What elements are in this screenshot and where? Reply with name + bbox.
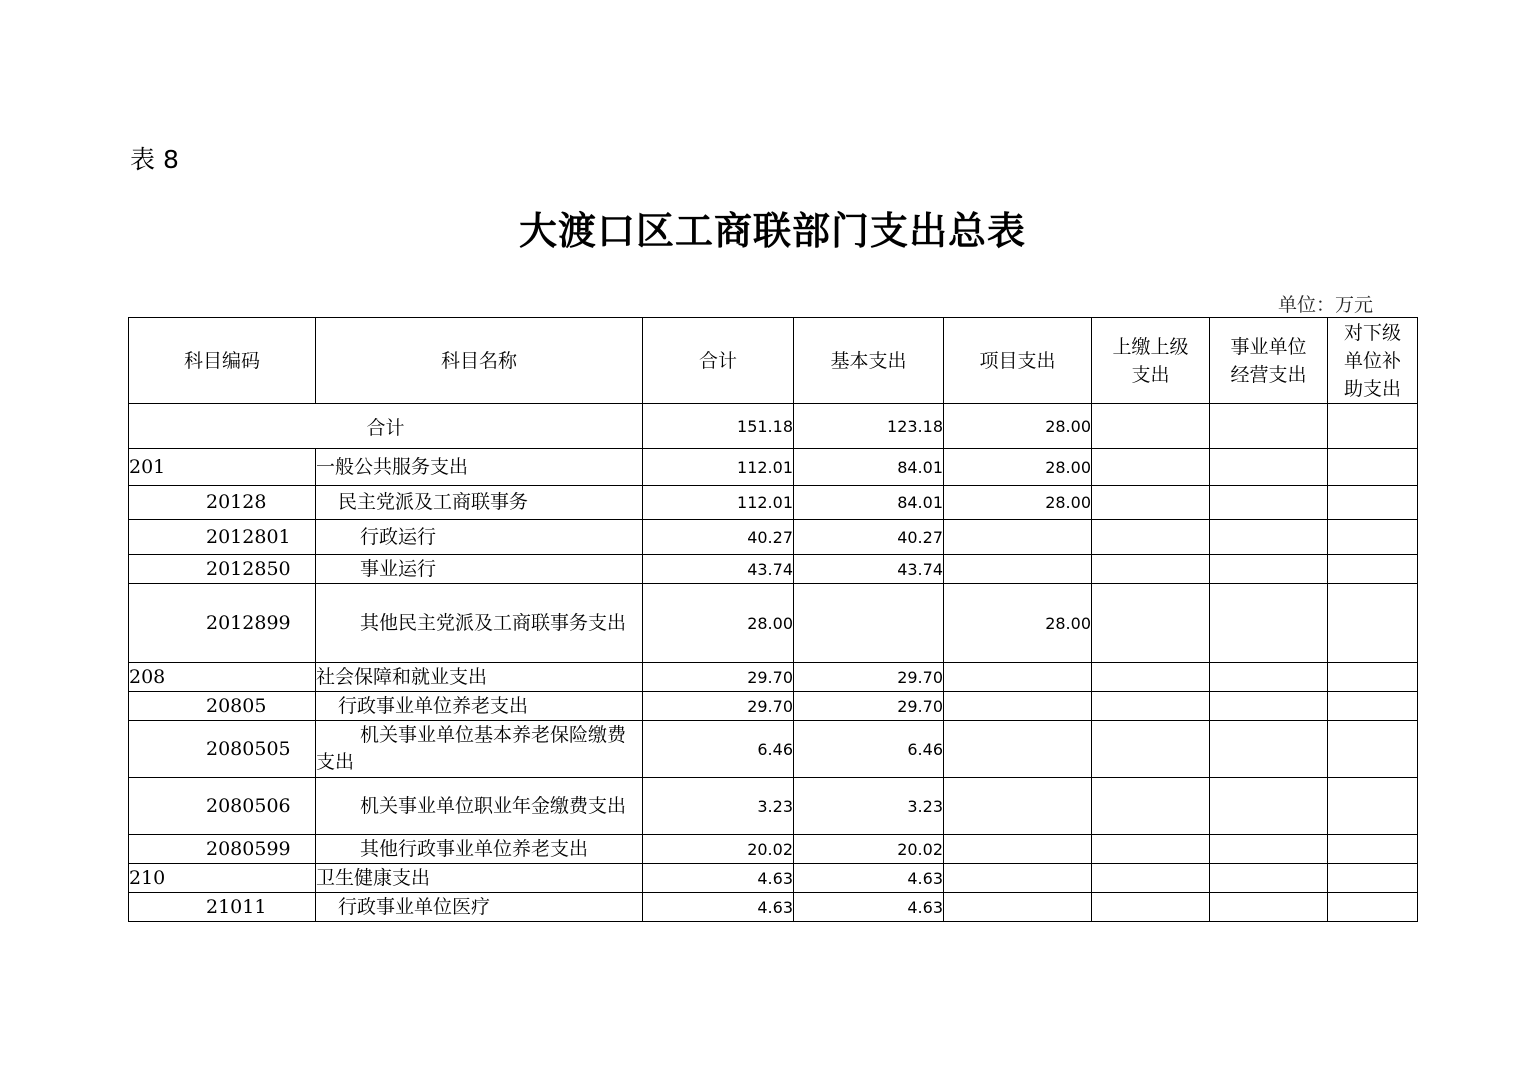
row-total: 29.70	[643, 692, 794, 721]
row-project	[944, 778, 1092, 835]
row-basic: 4.63	[794, 893, 944, 922]
table-row	[129, 584, 1418, 663]
row-name: 行政事业单位医疗	[316, 893, 643, 922]
row-project	[944, 893, 1092, 922]
row-code: 210	[129, 864, 316, 893]
row-name: 社会保障和就业支出	[316, 663, 643, 692]
row-upper	[1092, 520, 1210, 555]
row-upper	[1092, 778, 1210, 835]
row-business	[1210, 864, 1328, 893]
row-total: 20.02	[643, 835, 794, 864]
row-subsidy	[1328, 520, 1418, 555]
row-business	[1210, 721, 1328, 778]
row-name: 机关事业单位职业年金缴费支出	[316, 778, 643, 835]
table-row	[129, 864, 1418, 893]
row-basic: 84.01	[794, 486, 944, 520]
total-project: 28.00	[944, 404, 1092, 449]
row-code: 2080599	[129, 835, 316, 864]
row-total: 4.63	[643, 893, 794, 922]
row-project	[944, 721, 1092, 778]
row-project	[944, 663, 1092, 692]
row-name: 其他行政事业单位养老支出	[316, 835, 643, 864]
row-basic: 84.01	[794, 449, 944, 486]
row-subsidy	[1328, 778, 1418, 835]
header-row	[129, 318, 1418, 404]
total-basic: 123.18	[794, 404, 944, 449]
header-code: 科目编码	[129, 318, 316, 404]
row-code: 21011	[129, 893, 316, 922]
row-total: 6.46	[643, 721, 794, 778]
row-upper	[1092, 663, 1210, 692]
table-row	[129, 721, 1418, 778]
row-business	[1210, 520, 1328, 555]
row-total: 43.74	[643, 555, 794, 584]
unit-label: 单位：万元	[1278, 294, 1374, 316]
row-basic: 20.02	[794, 835, 944, 864]
row-project	[944, 555, 1092, 584]
table-row	[129, 486, 1418, 520]
row-subsidy	[1328, 555, 1418, 584]
table-row	[129, 449, 1418, 486]
row-total: 28.00	[643, 584, 794, 663]
row-business	[1210, 584, 1328, 663]
row-business	[1210, 486, 1328, 520]
row-project	[944, 520, 1092, 555]
row-name: 事业运行	[316, 555, 643, 584]
row-business	[1210, 449, 1328, 486]
row-business	[1210, 555, 1328, 584]
row-code: 20805	[129, 692, 316, 721]
expenditure-table	[128, 317, 1418, 922]
row-total: 4.63	[643, 864, 794, 893]
total-row	[129, 404, 1418, 449]
row-business	[1210, 663, 1328, 692]
row-upper	[1092, 555, 1210, 584]
row-subsidy	[1328, 449, 1418, 486]
table-row	[129, 835, 1418, 864]
header-basic: 基本支出	[794, 318, 944, 404]
header-project: 项目支出	[944, 318, 1092, 404]
total-amount: 151.18	[643, 404, 794, 449]
row-code: 2080505	[129, 721, 316, 778]
table-row	[129, 520, 1418, 555]
table-number-label: 表 8	[130, 145, 179, 174]
row-upper	[1092, 835, 1210, 864]
row-basic: 3.23	[794, 778, 944, 835]
row-basic: 29.70	[794, 692, 944, 721]
header-subsidy: 对下级单位补助支出	[1328, 318, 1418, 404]
row-code: 2012850	[129, 555, 316, 584]
row-name: 机关事业单位基本养老保险缴费支出	[316, 721, 643, 778]
row-subsidy	[1328, 663, 1418, 692]
row-name: 一般公共服务支出	[316, 449, 643, 486]
row-subsidy	[1328, 486, 1418, 520]
row-basic	[794, 584, 944, 663]
table-row	[129, 893, 1418, 922]
row-upper	[1092, 692, 1210, 721]
row-upper	[1092, 864, 1210, 893]
header-upper: 上缴上级支出	[1092, 318, 1210, 404]
row-name: 行政事业单位养老支出	[316, 692, 643, 721]
row-project	[944, 692, 1092, 721]
row-upper	[1092, 449, 1210, 486]
row-subsidy	[1328, 721, 1418, 778]
row-name: 行政运行	[316, 520, 643, 555]
row-subsidy	[1328, 864, 1418, 893]
row-code: 2012899	[129, 584, 316, 663]
total-business	[1210, 404, 1328, 449]
row-basic: 4.63	[794, 864, 944, 893]
row-name: 民主党派及工商联事务	[316, 486, 643, 520]
table-row	[129, 778, 1418, 835]
row-business	[1210, 835, 1328, 864]
row-project	[944, 835, 1092, 864]
header-total: 合计	[643, 318, 794, 404]
row-name: 卫生健康支出	[316, 864, 643, 893]
row-project: 28.00	[944, 584, 1092, 663]
total-upper	[1092, 404, 1210, 449]
row-project	[944, 864, 1092, 893]
table-row	[129, 555, 1418, 584]
row-subsidy	[1328, 835, 1418, 864]
row-business	[1210, 893, 1328, 922]
row-total: 3.23	[643, 778, 794, 835]
row-code: 2080506	[129, 778, 316, 835]
row-code: 201	[129, 449, 316, 486]
header-business: 事业单位经营支出	[1210, 318, 1328, 404]
row-total: 112.01	[643, 449, 794, 486]
row-basic: 29.70	[794, 663, 944, 692]
row-subsidy	[1328, 893, 1418, 922]
row-business	[1210, 778, 1328, 835]
row-upper	[1092, 486, 1210, 520]
header-name: 科目名称	[316, 318, 643, 404]
row-code: 208	[129, 663, 316, 692]
row-total: 112.01	[643, 486, 794, 520]
row-name: 其他民主党派及工商联事务支出	[316, 584, 643, 663]
row-upper	[1092, 893, 1210, 922]
row-business	[1210, 692, 1328, 721]
row-upper	[1092, 721, 1210, 778]
total-subsidy	[1328, 404, 1418, 449]
row-subsidy	[1328, 584, 1418, 663]
table-row	[129, 692, 1418, 721]
row-code: 20128	[129, 486, 316, 520]
row-project: 28.00	[944, 486, 1092, 520]
row-total: 40.27	[643, 520, 794, 555]
row-subsidy	[1328, 692, 1418, 721]
row-upper	[1092, 584, 1210, 663]
table-row	[129, 663, 1418, 692]
total-label: 合计	[129, 404, 643, 449]
row-basic: 43.74	[794, 555, 944, 584]
row-basic: 6.46	[794, 721, 944, 778]
document-title: 大渡口区工商联部门支出总表	[518, 208, 1026, 253]
row-basic: 40.27	[794, 520, 944, 555]
row-code: 2012801	[129, 520, 316, 555]
row-project: 28.00	[944, 449, 1092, 486]
row-total: 29.70	[643, 663, 794, 692]
